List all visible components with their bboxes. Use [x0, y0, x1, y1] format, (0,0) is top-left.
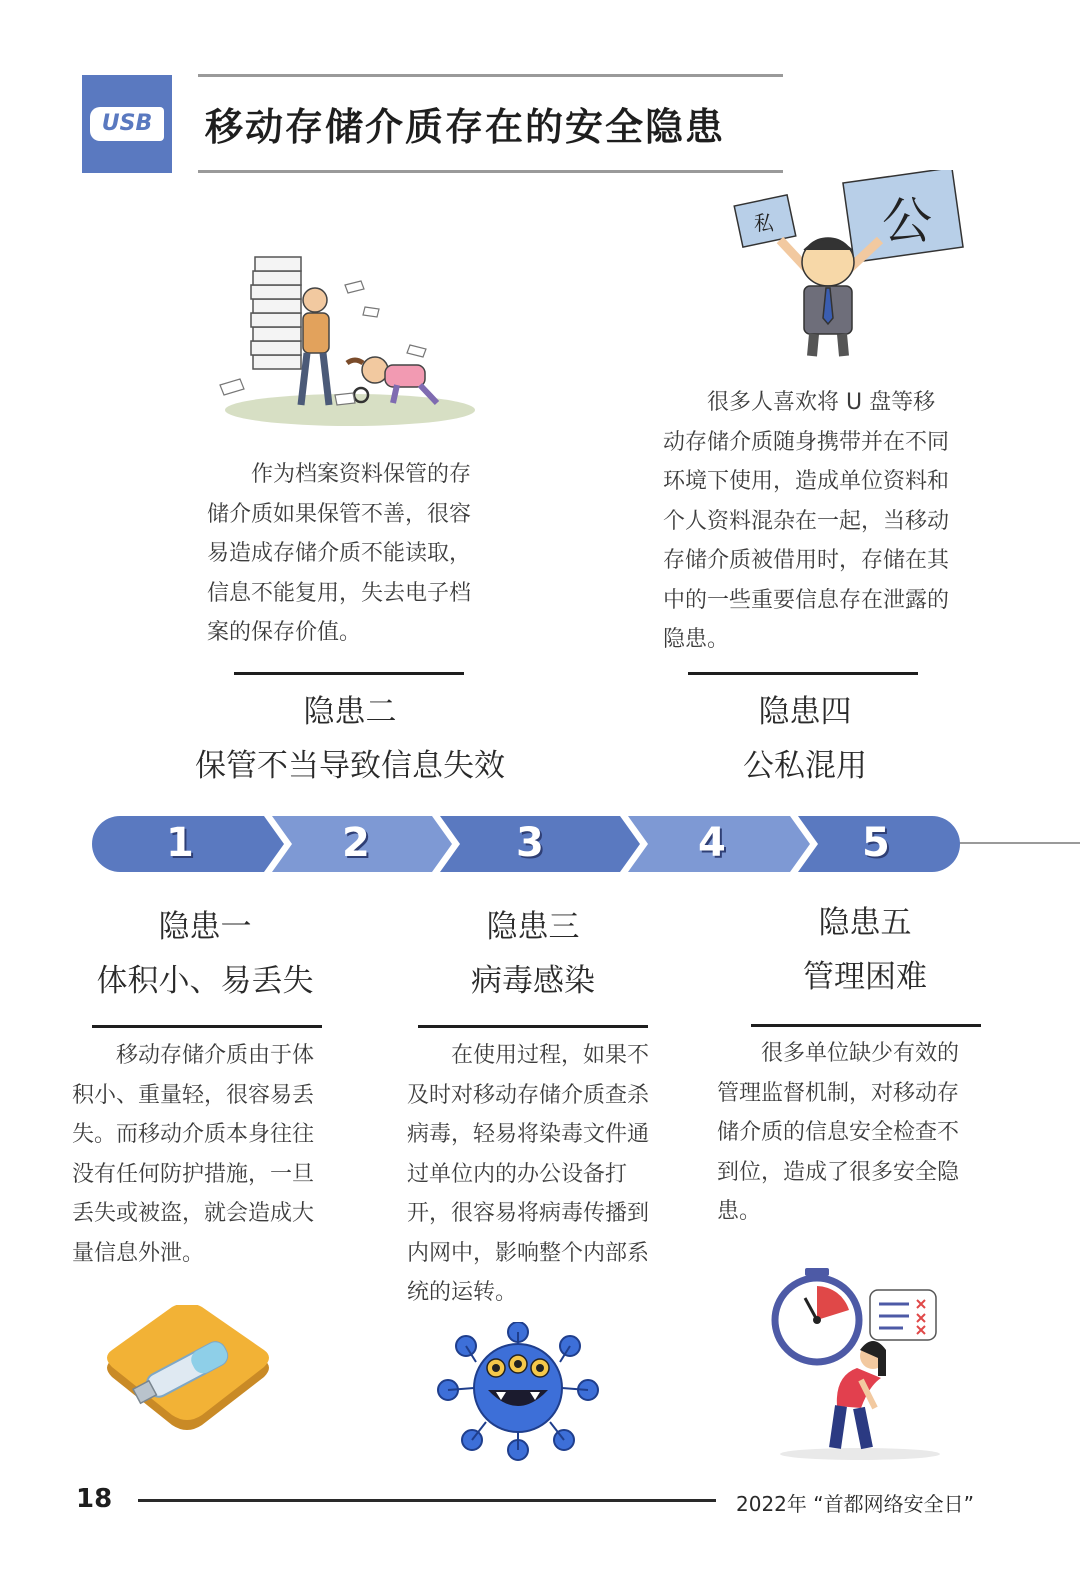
timeline-step-3: 3	[516, 820, 544, 866]
virus-eyes	[487, 1355, 549, 1377]
hazard-5-rule	[751, 1024, 981, 1027]
hazard-4-paragraph: 很多人喜欢将 U 盘等移动存储介质随身携带并在不同环境下使用，造成单位资料和个人资料混杂在一起，当移动存储介质被借用时，存储在其中的一些重要信息存在泄露的隐患。	[663, 390, 950, 652]
title-bottom-rule	[198, 170, 783, 173]
hazard-2-rule	[234, 672, 464, 675]
hazard-2-paragraph: 作为档案资料保管的存储介质如果保管不善，很容易造成存储介质不能读取，信息不能复用，失去电子档案的保存价值。	[207, 462, 472, 645]
timeline-step-2: 2	[342, 820, 370, 866]
virus-illustration	[436, 1322, 601, 1462]
timeline-step-1: 1	[166, 820, 194, 866]
sign-private	[734, 195, 796, 247]
hazard-3-paragraph: 在使用过程，如果不及时对移动存储介质查杀病毒，轻易将染毒文件通过单位内的办公设备打开，很容易将病毒传播到内网中，影响整个内部系统的运转。	[407, 1043, 650, 1305]
timeline-step-4: 4	[698, 820, 726, 866]
hazard-2-title: 保管不当导致信息失效	[195, 748, 505, 784]
hazard-1-text	[72, 1036, 330, 1273]
usb-stick-illustration	[92, 1305, 282, 1440]
hazard-1-paragraph: 移动存储介质由于体积小、重量轻，很容易丢失。而移动介质本身往往没有任何防护措施，一旦丢失或被盗，就会造成大量信息外泄。	[72, 1043, 315, 1266]
sign-public-text: 公	[882, 192, 932, 250]
public-private-illustration	[730, 170, 970, 360]
usb-logo-text: USB	[90, 107, 164, 141]
title-top-rule	[198, 74, 783, 77]
hazard-5-paragraph: 很多单位缺少有效的管理监督机制，对移动存储介质的信息安全检查不到位，造成了很多安全隐患。	[717, 1041, 960, 1224]
footer-publication: 2022年 “首都网络安全日”	[736, 1492, 974, 1516]
archive-mess-illustration	[215, 245, 485, 430]
footer-rule	[138, 1499, 716, 1502]
hazard-5-title: 管理困难	[803, 959, 927, 995]
usb-logo	[82, 75, 172, 173]
hazard-1-title: 体积小、易丢失	[96, 963, 314, 999]
hazard-3-rule	[418, 1025, 648, 1028]
hazard-3-title: 病毒感染	[471, 963, 595, 999]
man-carrying	[301, 288, 329, 405]
sign-public	[843, 170, 963, 262]
sign-private-text: 私	[754, 211, 774, 235]
hazard-4-text	[663, 383, 951, 660]
timeline-step-5: 5	[862, 820, 890, 866]
checklist-bubble	[870, 1290, 936, 1340]
hazard-4-name: 隐患四	[758, 694, 852, 730]
hazard-4-rule	[688, 672, 918, 675]
hazard-2-name: 隐患二	[303, 694, 397, 730]
hazard-5-name: 隐患五	[818, 905, 912, 941]
timeline	[92, 816, 960, 872]
hazard-3-text	[407, 1036, 659, 1313]
hazard-1-rule	[92, 1025, 322, 1028]
stopwatch-worker-illustration	[765, 1268, 950, 1463]
hazard-1-name: 隐患一	[158, 909, 252, 945]
page-number: 18	[76, 1484, 113, 1514]
hazard-3-name: 隐患三	[486, 909, 580, 945]
page-title: 移动存储介质存在的安全隐患	[205, 105, 726, 149]
hazard-2-text	[207, 455, 487, 653]
paper-stack	[251, 257, 301, 369]
man-holding-signs	[780, 238, 880, 356]
stopwatch-icon	[775, 1268, 859, 1362]
hazard-4-title: 公私混用	[743, 748, 867, 784]
timeline-trailing-line	[955, 842, 1080, 844]
hazard-5-text	[717, 1034, 975, 1232]
